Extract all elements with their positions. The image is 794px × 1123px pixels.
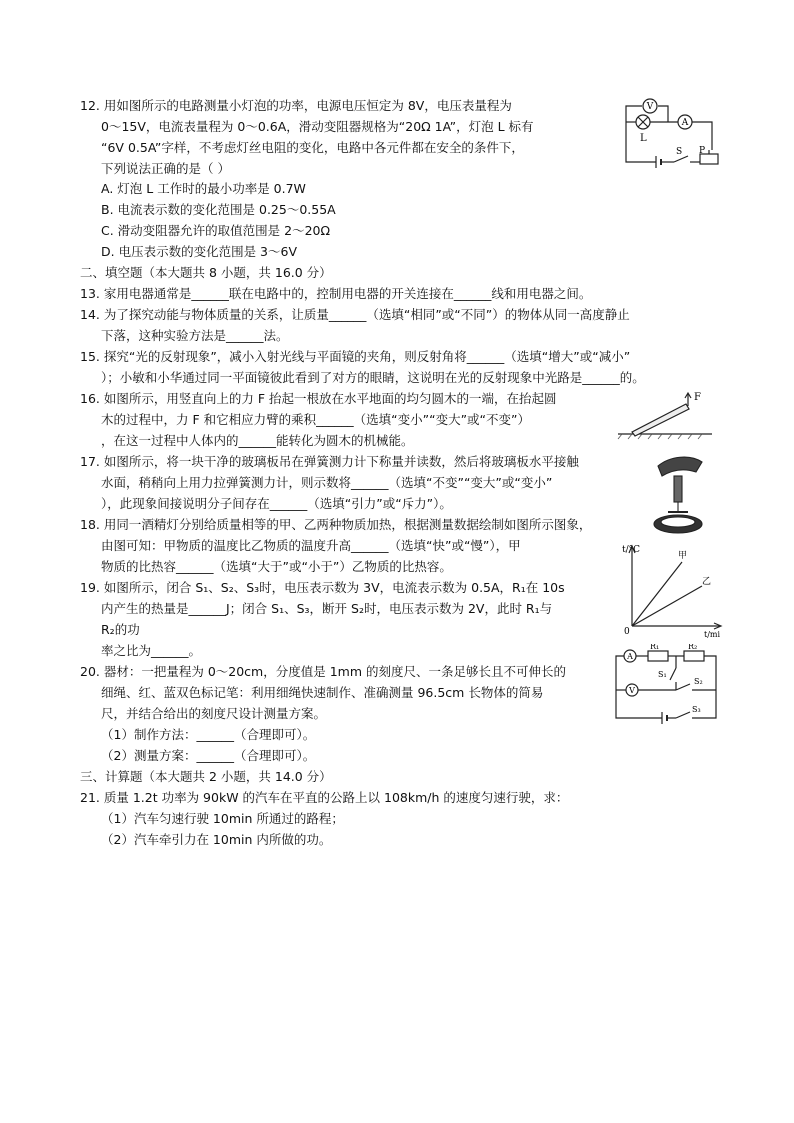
q17-line-1: 17. 如图所示，将一块干净的玻璃板吊在弹簧测力计下称量并读数，然后将玻璃板水平接触	[80, 454, 579, 469]
q19-line-3: R₂的功	[101, 622, 140, 637]
q15-line-2: ）；小敏和小华通过同一平面镜彼此看到了对方的眼睛，这说明在光的反射现象中光路是______的。	[101, 370, 645, 385]
q16-force-label: F	[694, 392, 701, 403]
q18-x-axis-label: t/mi	[704, 630, 721, 639]
q19-s1-label: S₁	[658, 670, 667, 679]
q19-s2-label: S₂	[694, 677, 703, 686]
q12-switch-label: S	[676, 147, 683, 157]
q20-line-5: （2）测量方案：______（合理即可）。	[101, 748, 316, 763]
q12-line-2: 0～15V，电流表量程为 0～0.6A，滑动变阻器规格为“20Ω 1A”，灯泡 L 标有	[101, 119, 534, 134]
q19-line-2: 内产生的热量是______J；闭合 S₁、S₃，断开 S₂时，电压表示数为 2V，此时 R₁与	[101, 601, 553, 616]
q18-origin-label: 0	[624, 627, 630, 637]
q19-s3-label: S₃	[692, 705, 701, 714]
q12-slider-label: P	[699, 146, 706, 156]
q13-line-1: 13. 家用电器通常是______联在电路中的，控制用电器的开关连接在______线和用电器之间。	[80, 286, 592, 301]
q21-line-3: （2）汽车牵引力在 10min 内所做的功。	[101, 832, 332, 847]
q20-line-1: 20. 器材：一把量程为 0～20cm，分度值是 1mm 的刻度尺、一条足够长且不可伸长的	[80, 664, 566, 679]
q18-line-1: 18. 用同一酒精灯分别给质量相等的甲、乙两种物质加热，根据测量数据绘制如图所示图象，	[80, 517, 592, 532]
q19-line-4: 率之比为______。	[101, 643, 202, 658]
q19-voltmeter-label: V	[629, 686, 635, 695]
q21-line-1: 21. 质量 1.2t 功率为 90kW 的汽车在平直的公路上以 108km/h 的速度匀速行驶，求：	[80, 790, 569, 805]
q19-line-1: 19. 如图所示，闭合 S₁、S₂、S₃时，电压表示数为 3V，电流表示数为 0.5A，R₁在 10s	[80, 580, 565, 595]
q16-line-3: ，在这一过程中人体内的______能转化为圆木的机械能。	[101, 433, 414, 448]
q17-spring-balance-figure	[650, 452, 708, 542]
q20-line-4: （1）制作方法：______（合理即可）。	[101, 727, 316, 742]
section-fill-in-heading: 二、填空题（本大题共 8 小题，共 16.0 分）	[80, 265, 332, 280]
q18-graph-figure	[620, 540, 724, 640]
q18-line-2: 由图可知：甲物质的温度比乙物质的温度升高______（选填“快”或“慢”），甲	[101, 538, 521, 553]
q12-option-c: C. 滑动变阻器允许的取值范围是 2～20Ω	[101, 223, 331, 238]
q19-r1-label: R₁	[650, 644, 660, 651]
q14-line-1: 14. 为了探究动能与物体质量的关系，让质量______（选填“相同”或“不同”）的物体从同一高度静止	[80, 307, 630, 322]
q20-line-2: 细绳、红、蓝双色标记笔：利用细绳快速制作、准确测量 96.5cm 长物体的简易	[101, 685, 544, 700]
q17-line-2: 水面，稍稍向上用力拉弹簧测力计，则示数将______（选填“不变”“变大”或“变小”	[101, 475, 553, 490]
q19-r2-label: R₂	[688, 644, 698, 651]
q12-circuit-figure	[612, 96, 720, 172]
q19-ammeter-label: A	[627, 652, 633, 661]
q18-y-axis-label: t/°C	[622, 545, 641, 555]
q12-voltmeter-label: V	[646, 102, 654, 112]
q12-option-d: D. 电压表示数的变化范围是 3～6V	[101, 244, 298, 259]
q19-circuit-figure	[612, 644, 722, 726]
q12-line-1: 12. 用如图所示的电路测量小灯泡的功率，电源电压恒定为 8V，电压表量程为	[80, 98, 512, 113]
q20-line-3: 尺，并结合给出的刻度尺设计测量方案。	[101, 706, 327, 721]
q16-line-2: 木的过程中，力 F 和它相应力臂的乘积______（选填“变小”“变大”或“不变”）	[101, 412, 530, 427]
q12-option-a: A. 灯泡 L 工作时的最小功率是 0.7W	[101, 181, 306, 196]
q18-line-3: 物质的比热容______（选填“大于”或“小于”）乙物质的比热容。	[101, 559, 452, 574]
q17-line-3: ），此现象间接说明分子间存在______（选填“引力”或“斥力”）。	[101, 496, 452, 511]
q12-line-3: “6V 0.5A”字样，不考虑灯丝电阻的变化，电路中各元件都在安全的条件下，	[101, 140, 524, 155]
q15-line-1: 15. 探究“光的反射现象”，减小入射光线与平面镜的夹角，则反射角将______（选填“增大”或“减小”	[80, 349, 631, 364]
section-calculation-heading: 三、计算题（本大题共 2 小题，共 14.0 分）	[80, 769, 332, 784]
q18-series-jia-label: 甲	[678, 551, 688, 561]
q16-log-figure	[614, 390, 714, 440]
q12-line-4: 下列说法正确的是（ ）	[101, 161, 230, 176]
q21-line-2: （1）汽车匀速行驶 10min 所通过的路程；	[101, 811, 344, 826]
q12-option-b: B. 电流表示数的变化范围是 0.25～0.55A	[101, 202, 336, 217]
q16-line-1: 16. 如图所示，用竖直向上的力 F 抬起一根放在水平地面的均匀圆木的一端，在抬起圆	[80, 391, 557, 406]
q18-series-yi-label: 乙	[702, 577, 712, 587]
q14-line-2: 下落，这种实验方法是______法。	[101, 328, 289, 343]
q12-lamp-label: L	[640, 133, 647, 144]
q12-ammeter-label: A	[681, 118, 689, 128]
